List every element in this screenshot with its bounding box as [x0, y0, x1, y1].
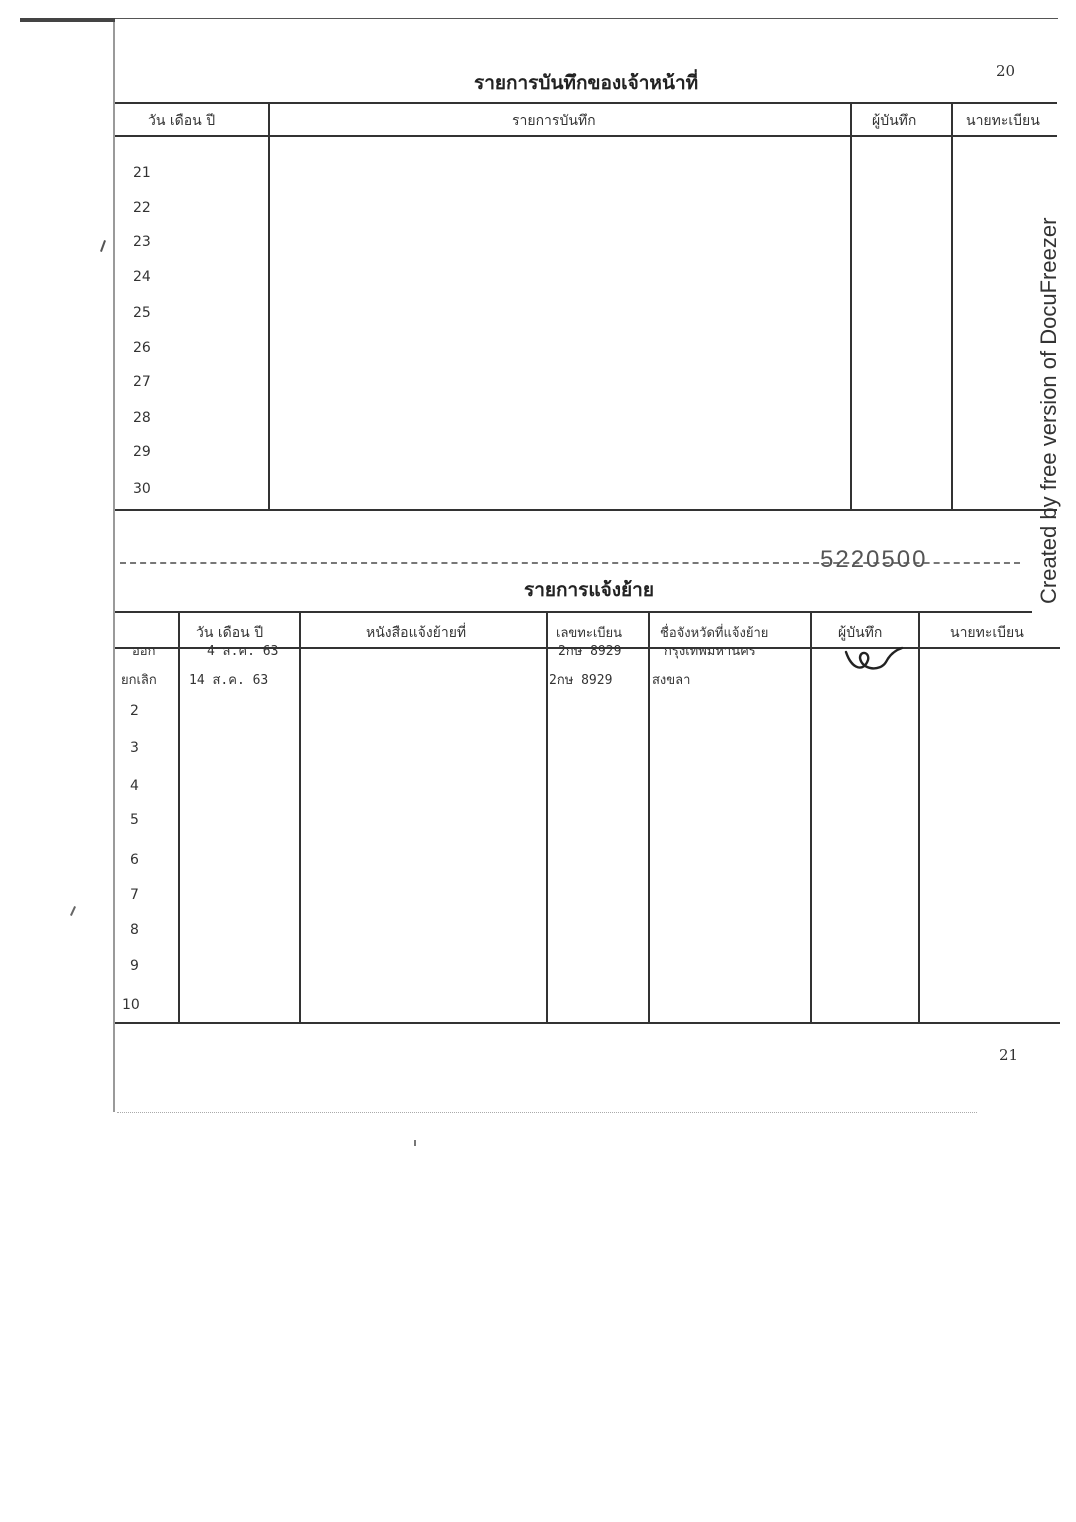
scan-speck: [100, 240, 106, 252]
officer-header-record: รายการบันทึก: [512, 113, 596, 129]
scan-speck: [414, 1140, 416, 1146]
officer-table-col-divider-1: [268, 102, 270, 510]
transfer-row-number: 2: [130, 703, 139, 719]
transfer-entry-plate: 2กษ 8929: [558, 644, 622, 659]
transfer-header-date: วัน เดือน ปี: [196, 625, 264, 641]
officer-table-col-divider-3: [951, 102, 953, 510]
stray-partial-number: 5220500: [820, 546, 928, 573]
officer-row-number: 28: [133, 410, 151, 426]
transfer-row-number: 10: [122, 997, 140, 1013]
transfer-header-recorder: ผู้บันทึก: [838, 625, 883, 641]
transfer-table-top-line: [115, 611, 1032, 613]
transfer-records-title: รายการแจ้งย้าย: [524, 579, 654, 601]
transfer-row-number: 7: [130, 887, 139, 903]
officer-records-title: รายการบันทึกของเจ้าหน้าที่: [474, 72, 699, 94]
transfer-entry-label: ยกเลิก: [121, 673, 157, 688]
watermark-text: Created by free version of DocuFreezer: [1036, 217, 1061, 604]
transfer-table-col-divider-3: [546, 611, 548, 1023]
transfer-entry-plate: 2กษ 8929: [549, 673, 613, 688]
transfer-row-number: 4: [130, 778, 139, 794]
transfer-table-col-divider-5: [810, 611, 812, 1023]
sheet-top-edge: [20, 18, 1058, 19]
transfer-row-number: 8: [130, 922, 139, 938]
officer-table-bottom-line: [115, 509, 1057, 511]
officer-row-number: 26: [133, 340, 151, 356]
transfer-row-number: 6: [130, 852, 139, 868]
transfer-table-col-divider-1: [178, 611, 180, 1023]
officer-table-header-line: [115, 135, 1057, 137]
officer-row-number: 24: [133, 269, 151, 285]
transfer-table-col-divider-4: [648, 611, 650, 1023]
transfer-table-col-divider-6: [918, 611, 920, 1023]
transfer-row-number: 5: [130, 812, 139, 828]
transfer-header-province: ชื่อจังหวัดที่แจ้งย้าย: [660, 626, 769, 641]
officer-table-top-line: [115, 102, 1057, 104]
officer-row-number: 23: [133, 234, 151, 250]
transfer-header-letter: หนังสือแจ้งย้ายที่: [366, 625, 467, 641]
officer-row-number: 27: [133, 374, 151, 390]
sheet-bottom-edge: [117, 1112, 977, 1114]
transfer-entry-date: 14 ส.ค. 63: [189, 673, 269, 688]
officer-row-number: 25: [133, 305, 151, 321]
transfer-header-plate: เลขทะเบียน: [556, 626, 623, 641]
sheet-left-edge: [113, 22, 115, 1112]
transfer-entry-province: สงขลา: [652, 673, 691, 688]
transfer-entry-label: ออก: [132, 644, 156, 659]
officer-table-col-divider-2: [850, 102, 852, 510]
officer-header-registrar: นายทะเบียน: [966, 113, 1040, 129]
officer-row-number: 22: [133, 200, 151, 216]
officer-row-number: 29: [133, 444, 151, 460]
officer-row-number: 21: [133, 165, 151, 181]
transfer-entry-date: 4 ส.ค. 63: [207, 644, 279, 659]
officer-row-number: 30: [133, 481, 151, 497]
scan-speck: [70, 906, 76, 916]
officer-header-recorder: ผู้บันทึก: [872, 113, 917, 129]
page-number-bottom: 21: [999, 1046, 1019, 1064]
transfer-row-number: 9: [130, 958, 139, 974]
transfer-entry-province: กรุงเทพมหานคร: [664, 644, 756, 659]
sheet-corner-shadow: [20, 18, 115, 22]
recorder-signature: [842, 640, 904, 676]
transfer-header-registrar: นายทะเบียน: [950, 625, 1024, 641]
officer-header-date: วัน เดือน ปี: [148, 113, 216, 129]
transfer-row-number: 3: [130, 740, 139, 756]
transfer-table-col-divider-2: [299, 611, 301, 1023]
page-number-top: 20: [996, 62, 1016, 80]
